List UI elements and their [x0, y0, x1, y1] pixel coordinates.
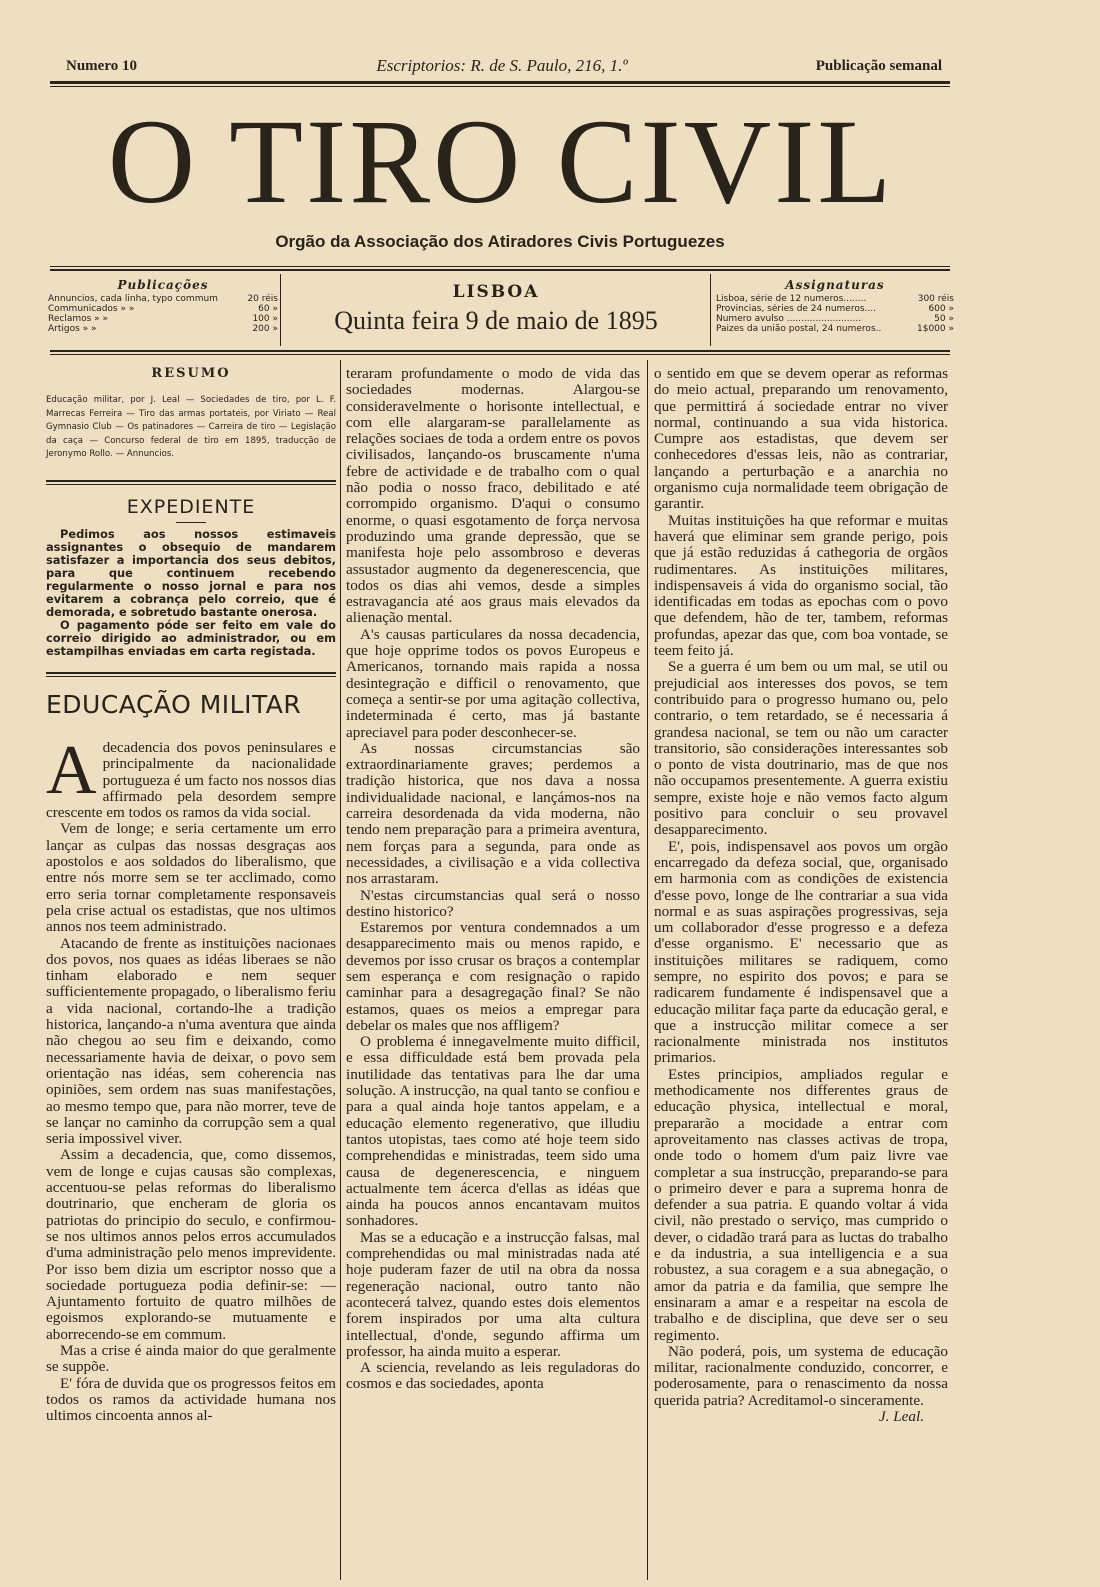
publication-frequency: Publicação semanal [815, 58, 942, 74]
article-paragraph: Estes principios, ampliados regular e methodicamente nos differentes graus de educação physica, intellectual e moral, prepararão a mocidade a entrar com aproveitamento nas classes activas de tropa, onde todo o homem d'um paiz livre vae completar a sua instrucção, preparando-se para o primeiro dever e para a suprema honra de defender a sua patria. E quando voltar á vida civil, não prestado o serviço, mas cumprido o dever, o cidadão trará para as luctas do trabalho e da industria, a sua intelligencia e a sua robustez, a sua coragem e a sua abnegação, o amor da patria e da familia, que sempre lhe ensinaram a amar e a respeitar na escola de trabalho e de disciplina, que deve ser o seu regimento. [654, 1065, 948, 1344]
article-paragraph: A's causas particulares da nossa decadencia, que hoje opprime todos os povos Europeus e Americanos, tornando mais rapida a nossa desintegração e difficil o renovamento, que começa a sentir-se por uma agitação collectiva, indeterminada é certo, mas já bastante apreciavel para poder desconhecer-se. [346, 625, 640, 741]
newspaper-subtitle: Orgão da Associação dos Atiradores Civis Portuguezes [275, 232, 725, 251]
price-label: Provincias, séries de 24 numeros.... [716, 304, 876, 314]
box-divider [280, 274, 281, 346]
divider [176, 522, 206, 523]
price-label: Paizes da união postal, 24 numeros.. [716, 324, 882, 334]
divider [50, 86, 950, 87]
price-label: Numero avulso .......................... [716, 314, 862, 324]
price-value: 200 » [252, 324, 278, 334]
assignaturas-heading: Assignaturas [785, 278, 885, 292]
issue-number: Numero 10 [66, 58, 137, 74]
article-paragraph: Se a guerra é um bem ou um mal, se util ou prejudicial aos interesses dos povos, se tem contribuido para o progresso humano ou, pelo contrario, o tem retardado, se é necessaria á grandesa nacional, se tem ou não um caracter transitorio, são considerações interessantes sob o ponto de vista doutrinario, mas de que nos não occupamos presentemente. A guerra existiu sempre, existe hoje e não vemos facto algum positivo para concluir o seu provavel desapparecimento. [654, 658, 948, 839]
article-paragraph: Estaremos por ventura condemnados a um desapparecimento mais ou menos rapido, e devemos por isso crusar os braços a contemplar sem esperança e com resignação o rapido caminhar para a desagregação final? Se não estamos, quaes os meios a empregar para debelar os males que nos affligem? [346, 919, 640, 1034]
column-divider [340, 360, 341, 1580]
publicacoes-heading: Publicações [117, 278, 209, 292]
expediente-text [46, 528, 336, 658]
article-paragraph: Mas a crise é ainda maior do que geralmente se suppõe. [46, 1341, 336, 1376]
price-value: 20 réis [247, 294, 278, 304]
article-paragraph: Vem de longe; e seria certamente um erro lançar as culpas das nossas desgraças aos apostolos e aos soldados do liberalismo, que entre nós morre sem se ter acclimado, como erro seria tornar completamente responsaveis pela crise actual os estadistas, que nos ultimos annos nos teem administrado. [46, 820, 336, 936]
publicacoes-box [48, 280, 278, 346]
price-row [716, 294, 954, 304]
dateline-city: LISBOA [452, 282, 540, 302]
divider [46, 484, 336, 485]
article-paragraph: Não poderá, pois, um systema de educação militar, racionalmente conduzido, concorrer, e poderosamente, para o renascimento da nossa querida patria? Acreditamol-o sinceramente. [654, 1342, 948, 1409]
price-value: 60 » [258, 304, 278, 314]
price-label: Lisboa, série de 12 numeros........ [716, 294, 867, 304]
article-signature: J. Leal. [878, 1408, 924, 1425]
price-row [48, 304, 278, 314]
masthead-topbar [62, 54, 942, 80]
article-paragraph: E' fóra de duvida que os progressos feitos em todos os ramos da actividade humana nos ultimos cincoenta annos al- [46, 1374, 336, 1425]
price-value: 300 réis [917, 294, 954, 304]
article-paragraph: A sciencia, revelando as leis reguladoras do cosmos e das sociedades, aponta [346, 1359, 640, 1393]
article-paragraph: E', pois, indispensavel aos povos um orgão encarregado da defeza social, que, organisado em harmonia com as condições de existencia d'esse povo, longe de lhe contrariar a sua vida normal e as suas aspirações progressivas, seja um collaborador d'esse progresso e a defeza d'esse organismo. E' necessario que as instituições militares se radiquem, como sempre, no espirito dos povos; e para se radicarem fundamente é indispensavel que a educação militar faça parte da educação geral, e que a instrucção militar comece a ser racionalmente ministrada nos institutos primarios. [654, 837, 948, 1067]
article-paragraph: decadencia dos povos peninsulares e principalmente da nacionalidade portugueza é um facto nos nossos dias affirmado pela desordem sempre crescente em todos os ramos da vida social. [46, 740, 336, 822]
price-row [716, 324, 954, 334]
price-label: Artigos » » [48, 324, 97, 334]
price-value: 100 » [252, 314, 278, 324]
divider [46, 672, 336, 674]
article-column-1 [46, 740, 336, 1580]
price-row [48, 314, 278, 324]
divider [50, 81, 950, 84]
article-paragraph: N'estas circumstancias qual será o nosso destino historico? [346, 886, 640, 920]
article-heading: EDUCAÇÃO MILITAR [46, 690, 302, 719]
assignaturas-box [716, 280, 954, 346]
article-paragraph: Muitas instituições ha que reformar e muitas haverá que eliminar sem grande perigo, pois que já estão reduzidas á cathegoria de orgãos rudimentares. As instituições militares, indispensaveis á vida do organismo social, tão identificadas em todas as epochas com o povo que defendem, hão de ter, tambem, reformas profundas, apezar das que, com boa vontade, se teem feito já. [654, 511, 948, 660]
price-label: Annuncios, cada linha, typo commum [48, 294, 218, 304]
expediente-paragraph: O pagamento póde ser feito em vale do correio dirigido ao administrador, ou em estampilhas enviadas em carta registada. [46, 618, 336, 658]
article-paragraph: o sentido em que se devem operar as reformas do meio actual, preparando um renovamento, que permittirá á sociedade entrar no viver normal, continuando a sua vida historica. Cumpre aos estadistas, que devem ser conhecedores d'essas leis, não as contrariar, lançando a perturbação e a anarchia no organismo cuja normalidade teem obrigação de garantir. [654, 366, 948, 513]
price-label: Communicados » » [48, 304, 135, 314]
price-row [48, 324, 278, 334]
article-paragraph: Atacando de frente as instituições nacionaes dos povos, nos quaes as idéas liberaes se não tinham elaborado e nem sequer sufficientemente propagado, o liberalismo feriu a vida nacional, cortando-lhe a tradição historica, lançando-a n'uma aventura que ainda não chegou ao seu fim e deixando, como necessariamente havia de deixar, o povo sem orientação nas idéas, sem coherencia nas opiniões, sem ordem nas suas manifestações, ao mesmo tempo que, para não morrer, teve de se lançar no caminho da corrupção sem a qual seria impossivel viver. [46, 934, 336, 1148]
price-value: 1$000 » [917, 324, 954, 334]
divider [50, 269, 950, 271]
newspaper-title: O TIRO CIVIL [107, 95, 895, 229]
article-column-3 [654, 366, 948, 1576]
article-paragraph: O problema é innegavelmente muito difficil, e essa difficuldade está bem provada pela inutilidade das tentativas para lhe dar uma solução. A instrucção, na qual tanto se confiou e para a qual ainda hoje tantos appelam, e a educação elemento regenerativo, que illudiu tantos utopistas, taes como até hoje teem sido comprehendidas e ministradas, teem sido uma causa de degenerescencia, e ninguem actualmente tem ácerca d'ellas as idéas que ainda ha poucos annos encantavam muitos sonhadores. [346, 1033, 640, 1230]
divider [50, 354, 950, 355]
resumo-text: Educação militar, por J. Leal — Sociedades de tiro, por L. F. Marrecas Ferreira — Tiro das armas portateis, por Viriato — Real Gymnasio Club — Os patinadores — Carreira de tiro — Legislação da caça — Concurso federal de tiro em 1895, traducção de Jeronymo Rollo. — Annuncios. [46, 395, 336, 459]
article-paragraph: teraram profundamente o modo de vida das sociedades modernas. Alargou-se consideravelmente o horisonte intellectual, e com elle alargaram-se parallelamente as relações sociaes de toda a ordem entre os povos civilisados, lançando-os bruscamente n'uma febre de actividade e de trabalho com o qual não podia o nosso fraco, debilitado e até corrompido organismo. D'aqui o consumo enorme, o quasi esgotamento de força nervosa produzindo uma grande depressão, que se manifesta hoje pelo assombroso e deveras assustador augmento da degenerescencia, que todos os dias ahi vemos, desde a simples estravagancia até aos graus mais elevados da alienação mental. [346, 366, 640, 627]
divider [50, 350, 950, 352]
price-label: Reclamos » » [48, 314, 109, 324]
expediente-paragraph: Pedimos aos nossos estimaveis assignantes o obsequio de mandarem satisfazer a importancia dos seus debitos, para que continuem recebendo regularmente o nosso jornal e para nos evitarem a cobrança pelo correio, que é demorada, e sobretudo bastante onerosa. [46, 527, 336, 619]
box-divider [710, 274, 711, 346]
price-row [716, 314, 954, 324]
article-paragraph: Mas se a educação e a instrucção falsas, mal comprehendidas ou mal ministradas nada até hoje puderam fazer de util na obra da nossa regeneração nacional, outro tanto não acontecerá talvez, quando estes dois elementos forem inspirados por uma alta cultura intellectual, d'onde, segundo affirma um professor, ha ainda muito a esperar. [346, 1228, 640, 1360]
drop-cap: A [46, 740, 97, 809]
price-row [716, 304, 954, 314]
dateline [282, 282, 710, 336]
divider [46, 480, 336, 482]
column-divider [647, 360, 648, 1580]
article-paragraph: As nossas circumstancias são extraordinariamente graves; perdemos a tradição historica, que nos dava a nossa individualidade nacional, e lançámos-nos na carreira desordenada da vida moderna, não tendo nem preparação para a primeira aventura, nem forças para a segunda, para onde as necessidades, a civilisação e a vida collectiva nos arrastaram. [346, 739, 640, 888]
divider [50, 266, 950, 267]
resumo-heading: RESUMO [151, 366, 231, 381]
price-value: 50 » [934, 314, 954, 324]
price-row [48, 294, 278, 304]
article-paragraph: Assim a decadencia, que, como dissemos, vem de longe e cujas causas são complexas, accentuou-se pelas reformas do liberalismo doutrinario, que encheram de gloria os patriotas do principio do seculo, e confirmou-se nos ultimos annos pelos erros accumulados d'uma administração pelo menos imprevidente. Por isso bem dizia um escriptor nosso que a sociedade portugueza podia definir-se: — Ajuntamento fortuito de quatro milhões de egoismos explorando-se mutuamente e aborrecendo-se em commum. [46, 1146, 336, 1343]
expediente-heading: EXPEDIENTE [126, 496, 256, 518]
divider [46, 676, 336, 677]
office-address: Escriptorios: R. de S. Paulo, 216, 1.º [376, 56, 628, 75]
article-column-2 [346, 366, 640, 1576]
dateline-date: Quinta feira 9 de maio de 1895 [334, 306, 658, 335]
price-value: 600 » [928, 304, 954, 314]
